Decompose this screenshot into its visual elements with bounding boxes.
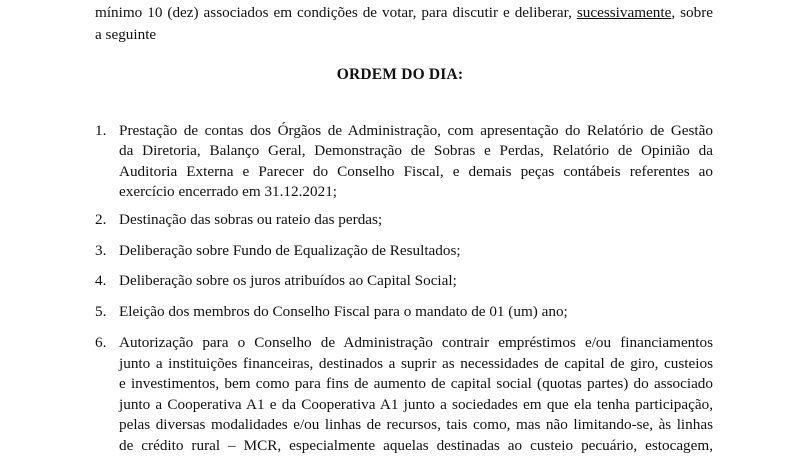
agenda-item-number: 2. xyxy=(95,211,107,228)
agenda-item-text xyxy=(119,121,713,203)
agenda-item-number: 3. xyxy=(95,242,107,259)
agenda-item-text xyxy=(119,271,713,291)
agenda-item-line: Deliberação sobre os juros atribuídos ao Capital Social; xyxy=(119,272,457,289)
agenda-heading: ORDEM DO DIA: xyxy=(336,66,464,83)
agenda-item-text xyxy=(119,241,713,261)
agenda-item-number: 4. xyxy=(95,272,107,289)
intro-underlined-word: sucessivamente xyxy=(576,4,672,21)
intro-line-2: a seguinte xyxy=(95,25,157,43)
agenda-item-line: exercício encerrado em 31.12.2021; xyxy=(119,183,338,201)
agenda-item-number: 6. xyxy=(95,334,107,351)
intro-line-1-text: mínimo 10 (dez) associados em condições de votar, para discutir e deliberar, xyxy=(95,4,577,21)
agenda-item-line: Eleição dos membros do Conselho Fiscal para o mandato de 01 (um) ano; xyxy=(119,303,568,320)
agenda-item-text xyxy=(119,333,713,457)
agenda-item-line: junto a instituições financeiras, destinados a suprir as necessidades de capital de giro, custeios xyxy=(119,354,713,372)
agenda-item-text xyxy=(119,302,713,322)
agenda-item-line: Auditoria Externa e Parecer do Conselho Fiscal, e demais peças contábeis referentes ao xyxy=(119,162,713,180)
agenda-item-line: Destinação das sobras ou rateio das perdas; xyxy=(119,211,383,228)
intro-line-1-end: , sobre xyxy=(671,4,713,21)
agenda-item-line: Prestação de contas dos Órgãos de Administração, com apresentação do Relatório de Gestão xyxy=(119,122,713,139)
agenda-item-line: de crédito rural – MCR, especialmente aquelas destinadas ao custeio pecuário, estocagem, xyxy=(119,436,713,454)
agenda-item-line: Autorização para o Conselho de Administração contrair empréstimos e/ou financiamentos xyxy=(119,334,713,351)
intro-paragraph xyxy=(95,0,713,45)
agenda-item-line: Deliberação sobre Fundo de Equalização de Resultados; xyxy=(119,242,461,259)
agenda-item-number: 5. xyxy=(95,303,107,320)
agenda-item-number: 1. xyxy=(95,122,107,139)
agenda-item-line: pelas diversas modalidades e/ou linhas de recursos, tais como, mas não limitando-se, às linhas xyxy=(119,416,713,434)
intro-line-1 xyxy=(95,2,713,24)
agenda-item-line: junto a Cooperativa A1 e da Cooperativa A1 junto a sociedades em que ela tenha participação, xyxy=(119,395,713,413)
agenda-item-text xyxy=(119,210,713,230)
agenda-item-line: da Diretoria, Balanço Geral, Demonstração de Sobras e Perdas, Relatório de Opinião da xyxy=(119,142,713,160)
agenda-item-line: e investimentos, bem como para fins de aumento de capital social (quotas partes) do associado xyxy=(119,375,713,393)
